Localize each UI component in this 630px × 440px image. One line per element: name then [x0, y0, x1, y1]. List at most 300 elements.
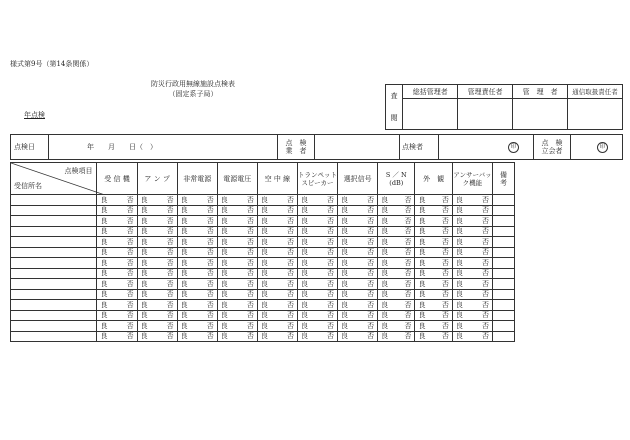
check-cell[interactable] — [297, 226, 337, 237]
good-option[interactable]: 良 — [418, 206, 426, 215]
check-cell[interactable] — [217, 279, 257, 290]
good-option[interactable]: 良 — [100, 216, 108, 225]
check-cell[interactable] — [415, 300, 452, 311]
good-option[interactable]: 良 — [260, 195, 268, 204]
check-cell[interactable] — [378, 279, 415, 290]
witness-field[interactable] — [571, 135, 623, 160]
good-option[interactable]: 良 — [300, 227, 308, 236]
good-option[interactable]: 良 — [260, 332, 268, 341]
check-cell[interactable] — [257, 258, 297, 269]
bad-option[interactable]: 否 — [166, 216, 174, 225]
bad-option[interactable]: 否 — [482, 258, 489, 267]
check-cell[interactable] — [297, 216, 337, 227]
good-option[interactable]: 良 — [180, 332, 188, 341]
check-cell[interactable] — [338, 289, 378, 300]
bad-option[interactable]: 否 — [441, 237, 449, 246]
bad-option[interactable]: 否 — [286, 321, 294, 330]
check-cell[interactable] — [217, 205, 257, 216]
check-cell[interactable] — [297, 331, 337, 342]
good-option[interactable]: 良 — [100, 248, 108, 257]
bad-option[interactable]: 否 — [441, 311, 449, 320]
bad-option[interactable]: 否 — [441, 248, 449, 257]
check-cell[interactable] — [137, 226, 177, 237]
check-cell[interactable] — [452, 226, 492, 237]
good-option[interactable]: 良 — [455, 206, 463, 215]
bad-option[interactable]: 否 — [286, 332, 294, 341]
bad-option[interactable]: 否 — [166, 279, 174, 288]
check-cell[interactable] — [217, 289, 257, 300]
good-option[interactable]: 良 — [260, 227, 268, 236]
bad-option[interactable]: 否 — [327, 227, 335, 236]
check-cell[interactable] — [452, 279, 492, 290]
bad-option[interactable]: 否 — [206, 290, 214, 299]
check-cell[interactable] — [378, 300, 415, 311]
bad-option[interactable]: 否 — [367, 300, 375, 309]
check-cell[interactable] — [217, 247, 257, 258]
check-cell[interactable] — [97, 237, 137, 248]
good-option[interactable]: 良 — [455, 248, 463, 257]
good-option[interactable]: 良 — [381, 269, 389, 278]
bad-option[interactable]: 否 — [166, 258, 174, 267]
check-cell[interactable] — [257, 321, 297, 332]
bad-option[interactable]: 否 — [166, 195, 174, 204]
approval-stamp-box[interactable] — [458, 99, 513, 130]
check-cell[interactable] — [177, 331, 217, 342]
good-option[interactable]: 良 — [140, 300, 148, 309]
remarks-cell[interactable] — [493, 205, 515, 216]
good-option[interactable]: 良 — [100, 237, 108, 246]
good-option[interactable]: 良 — [140, 279, 148, 288]
check-cell[interactable] — [378, 268, 415, 279]
bad-option[interactable]: 否 — [327, 300, 335, 309]
bad-option[interactable]: 否 — [367, 279, 375, 288]
good-option[interactable]: 良 — [300, 216, 308, 225]
check-cell[interactable] — [217, 331, 257, 342]
bad-option[interactable]: 否 — [482, 269, 489, 278]
good-option[interactable]: 良 — [100, 332, 108, 341]
bad-option[interactable]: 否 — [286, 216, 294, 225]
check-cell[interactable] — [97, 195, 137, 206]
good-option[interactable]: 良 — [220, 258, 228, 267]
check-cell[interactable] — [257, 247, 297, 258]
check-cell[interactable] — [338, 258, 378, 269]
good-option[interactable]: 良 — [220, 227, 228, 236]
check-cell[interactable] — [177, 300, 217, 311]
check-cell[interactable] — [137, 195, 177, 206]
check-cell[interactable] — [338, 321, 378, 332]
good-option[interactable]: 良 — [300, 248, 308, 257]
check-cell[interactable] — [378, 226, 415, 237]
check-cell[interactable] — [378, 310, 415, 321]
bad-option[interactable]: 否 — [327, 311, 335, 320]
check-cell[interactable] — [217, 258, 257, 269]
bad-option[interactable]: 否 — [482, 216, 489, 225]
good-option[interactable]: 良 — [341, 237, 349, 246]
bad-option[interactable]: 否 — [126, 269, 134, 278]
bad-option[interactable]: 否 — [327, 216, 335, 225]
check-cell[interactable] — [97, 279, 137, 290]
bad-option[interactable]: 否 — [367, 321, 375, 330]
bad-option[interactable]: 否 — [166, 248, 174, 257]
good-option[interactable]: 良 — [300, 237, 308, 246]
check-cell[interactable] — [338, 300, 378, 311]
good-option[interactable]: 良 — [180, 206, 188, 215]
bad-option[interactable]: 否 — [482, 300, 489, 309]
good-option[interactable]: 良 — [418, 195, 426, 204]
bad-option[interactable]: 否 — [367, 195, 375, 204]
bad-option[interactable]: 否 — [327, 269, 335, 278]
approval-stamp-box[interactable] — [403, 99, 458, 130]
good-option[interactable]: 良 — [381, 311, 389, 320]
check-cell[interactable] — [97, 310, 137, 321]
check-cell[interactable] — [378, 331, 415, 342]
good-option[interactable]: 良 — [455, 237, 463, 246]
good-option[interactable]: 良 — [300, 206, 308, 215]
bad-option[interactable]: 否 — [206, 258, 214, 267]
bad-option[interactable]: 否 — [367, 269, 375, 278]
bad-option[interactable]: 否 — [327, 237, 335, 246]
bad-option[interactable]: 否 — [286, 237, 294, 246]
check-cell[interactable] — [97, 268, 137, 279]
check-cell[interactable] — [257, 279, 297, 290]
good-option[interactable]: 良 — [341, 279, 349, 288]
remarks-cell[interactable] — [493, 216, 515, 227]
bad-option[interactable]: 否 — [482, 332, 489, 341]
bad-option[interactable]: 否 — [441, 321, 449, 330]
good-option[interactable]: 良 — [100, 206, 108, 215]
bad-option[interactable]: 否 — [441, 332, 449, 341]
remarks-cell[interactable] — [493, 300, 515, 311]
check-cell[interactable] — [177, 268, 217, 279]
check-cell[interactable] — [452, 258, 492, 269]
bad-option[interactable]: 否 — [246, 227, 254, 236]
check-cell[interactable] — [257, 237, 297, 248]
good-option[interactable]: 良 — [140, 248, 148, 257]
good-option[interactable]: 良 — [100, 300, 108, 309]
check-cell[interactable] — [452, 268, 492, 279]
bad-option[interactable]: 否 — [206, 311, 214, 320]
check-cell[interactable] — [452, 216, 492, 227]
check-cell[interactable] — [297, 195, 337, 206]
bad-option[interactable]: 否 — [126, 227, 134, 236]
good-option[interactable]: 良 — [260, 300, 268, 309]
check-cell[interactable] — [217, 321, 257, 332]
check-cell[interactable] — [452, 205, 492, 216]
check-cell[interactable] — [97, 205, 137, 216]
check-cell[interactable] — [137, 310, 177, 321]
check-cell[interactable] — [177, 195, 217, 206]
bad-option[interactable]: 否 — [206, 216, 214, 225]
check-cell[interactable] — [415, 237, 452, 248]
check-cell[interactable] — [297, 247, 337, 258]
check-cell[interactable] — [338, 331, 378, 342]
remarks-cell[interactable] — [493, 310, 515, 321]
good-option[interactable]: 良 — [418, 290, 426, 299]
bad-option[interactable]: 否 — [404, 321, 412, 330]
bad-option[interactable]: 否 — [246, 248, 254, 257]
check-cell[interactable] — [297, 300, 337, 311]
bad-option[interactable]: 否 — [246, 290, 254, 299]
remarks-cell[interactable] — [493, 321, 515, 332]
good-option[interactable]: 良 — [140, 206, 148, 215]
good-option[interactable]: 良 — [140, 237, 148, 246]
remarks-cell[interactable] — [493, 247, 515, 258]
bad-option[interactable]: 否 — [404, 332, 412, 341]
good-option[interactable]: 良 — [381, 206, 389, 215]
good-option[interactable]: 良 — [300, 300, 308, 309]
bad-option[interactable]: 否 — [246, 279, 254, 288]
good-option[interactable]: 良 — [300, 311, 308, 320]
remarks-cell[interactable] — [493, 268, 515, 279]
good-option[interactable]: 良 — [341, 248, 349, 257]
bad-option[interactable]: 否 — [482, 248, 489, 257]
bad-option[interactable]: 否 — [126, 258, 134, 267]
station-name-cell[interactable] — [11, 279, 97, 290]
check-cell[interactable] — [97, 247, 137, 258]
good-option[interactable]: 良 — [418, 300, 426, 309]
check-cell[interactable] — [177, 289, 217, 300]
bad-option[interactable]: 否 — [482, 227, 489, 236]
good-option[interactable]: 良 — [140, 216, 148, 225]
check-cell[interactable] — [415, 289, 452, 300]
check-cell[interactable] — [415, 279, 452, 290]
bad-option[interactable]: 否 — [482, 311, 489, 320]
good-option[interactable]: 良 — [418, 216, 426, 225]
check-cell[interactable] — [338, 237, 378, 248]
good-option[interactable]: 良 — [455, 269, 463, 278]
good-option[interactable]: 良 — [260, 206, 268, 215]
check-cell[interactable] — [338, 226, 378, 237]
station-name-cell[interactable] — [11, 331, 97, 342]
check-cell[interactable] — [297, 205, 337, 216]
check-cell[interactable] — [177, 205, 217, 216]
good-option[interactable]: 良 — [418, 332, 426, 341]
check-cell[interactable] — [378, 216, 415, 227]
bad-option[interactable]: 否 — [482, 279, 489, 288]
bad-option[interactable]: 否 — [126, 300, 134, 309]
remarks-cell[interactable] — [493, 289, 515, 300]
bad-option[interactable]: 否 — [286, 300, 294, 309]
bad-option[interactable]: 否 — [286, 248, 294, 257]
check-cell[interactable] — [415, 205, 452, 216]
bad-option[interactable]: 否 — [166, 290, 174, 299]
station-name-cell[interactable] — [11, 247, 97, 258]
bad-option[interactable]: 否 — [404, 237, 412, 246]
good-option[interactable]: 良 — [381, 332, 389, 341]
bad-option[interactable]: 否 — [206, 332, 214, 341]
good-option[interactable]: 良 — [341, 290, 349, 299]
bad-option[interactable]: 否 — [246, 216, 254, 225]
good-option[interactable]: 良 — [341, 227, 349, 236]
good-option[interactable]: 良 — [220, 290, 228, 299]
good-option[interactable]: 良 — [418, 237, 426, 246]
bad-option[interactable]: 否 — [286, 195, 294, 204]
check-cell[interactable] — [97, 226, 137, 237]
check-cell[interactable] — [452, 321, 492, 332]
bad-option[interactable]: 否 — [246, 311, 254, 320]
good-option[interactable]: 良 — [455, 321, 463, 330]
check-cell[interactable] — [217, 226, 257, 237]
remarks-cell[interactable] — [493, 226, 515, 237]
check-cell[interactable] — [217, 268, 257, 279]
bad-option[interactable]: 否 — [367, 206, 375, 215]
bad-option[interactable]: 否 — [441, 258, 449, 267]
check-cell[interactable] — [415, 247, 452, 258]
check-cell[interactable] — [137, 247, 177, 258]
bad-option[interactable]: 否 — [206, 248, 214, 257]
good-option[interactable]: 良 — [341, 321, 349, 330]
bad-option[interactable]: 否 — [206, 237, 214, 246]
check-cell[interactable] — [338, 279, 378, 290]
good-option[interactable]: 良 — [220, 279, 228, 288]
check-cell[interactable] — [452, 289, 492, 300]
good-option[interactable]: 良 — [381, 227, 389, 236]
check-cell[interactable] — [338, 268, 378, 279]
good-option[interactable]: 良 — [381, 216, 389, 225]
bad-option[interactable]: 否 — [482, 290, 489, 299]
check-cell[interactable] — [137, 216, 177, 227]
check-cell[interactable] — [97, 289, 137, 300]
bad-option[interactable]: 否 — [367, 332, 375, 341]
good-option[interactable]: 良 — [220, 248, 228, 257]
good-option[interactable]: 良 — [455, 195, 463, 204]
good-option[interactable]: 良 — [220, 206, 228, 215]
good-option[interactable]: 良 — [180, 279, 188, 288]
good-option[interactable]: 良 — [381, 237, 389, 246]
check-cell[interactable] — [97, 216, 137, 227]
bad-option[interactable]: 否 — [166, 227, 174, 236]
bad-option[interactable]: 否 — [404, 216, 412, 225]
check-cell[interactable] — [415, 310, 452, 321]
check-cell[interactable] — [177, 321, 217, 332]
good-option[interactable]: 良 — [341, 216, 349, 225]
station-name-cell[interactable] — [11, 268, 97, 279]
check-cell[interactable] — [97, 300, 137, 311]
good-option[interactable]: 良 — [341, 206, 349, 215]
bad-option[interactable]: 否 — [286, 206, 294, 215]
good-option[interactable]: 良 — [455, 258, 463, 267]
station-name-cell[interactable] — [11, 216, 97, 227]
bad-option[interactable]: 否 — [327, 206, 335, 215]
good-option[interactable]: 良 — [300, 279, 308, 288]
check-cell[interactable] — [257, 300, 297, 311]
station-name-cell[interactable] — [11, 195, 97, 206]
good-option[interactable]: 良 — [455, 332, 463, 341]
check-cell[interactable] — [217, 195, 257, 206]
check-cell[interactable] — [378, 195, 415, 206]
good-option[interactable]: 良 — [220, 300, 228, 309]
good-option[interactable]: 良 — [260, 290, 268, 299]
check-cell[interactable] — [177, 258, 217, 269]
good-option[interactable]: 良 — [418, 258, 426, 267]
good-option[interactable]: 良 — [260, 216, 268, 225]
bad-option[interactable]: 否 — [441, 300, 449, 309]
check-cell[interactable] — [137, 300, 177, 311]
good-option[interactable]: 良 — [300, 332, 308, 341]
bad-option[interactable]: 否 — [404, 195, 412, 204]
bad-option[interactable]: 否 — [166, 237, 174, 246]
bad-option[interactable]: 否 — [286, 258, 294, 267]
good-option[interactable]: 良 — [418, 248, 426, 257]
bad-option[interactable]: 否 — [404, 258, 412, 267]
bad-option[interactable]: 否 — [126, 321, 134, 330]
good-option[interactable]: 良 — [180, 321, 188, 330]
bad-option[interactable]: 否 — [206, 269, 214, 278]
check-cell[interactable] — [217, 310, 257, 321]
bad-option[interactable]: 否 — [367, 311, 375, 320]
good-option[interactable]: 良 — [140, 195, 148, 204]
check-cell[interactable] — [137, 279, 177, 290]
worker-field[interactable] — [315, 135, 400, 160]
bad-option[interactable]: 否 — [482, 321, 489, 330]
good-option[interactable]: 良 — [220, 216, 228, 225]
approval-stamp-box[interactable] — [568, 99, 623, 130]
good-option[interactable]: 良 — [180, 290, 188, 299]
check-cell[interactable] — [257, 205, 297, 216]
check-cell[interactable] — [452, 331, 492, 342]
good-option[interactable]: 良 — [180, 195, 188, 204]
good-option[interactable]: 良 — [180, 248, 188, 257]
check-cell[interactable] — [378, 321, 415, 332]
bad-option[interactable]: 否 — [166, 311, 174, 320]
good-option[interactable]: 良 — [300, 321, 308, 330]
check-cell[interactable] — [452, 237, 492, 248]
bad-option[interactable]: 否 — [246, 258, 254, 267]
check-cell[interactable] — [297, 268, 337, 279]
bad-option[interactable]: 否 — [404, 300, 412, 309]
bad-option[interactable]: 否 — [367, 237, 375, 246]
good-option[interactable]: 良 — [381, 258, 389, 267]
good-option[interactable]: 良 — [260, 248, 268, 257]
check-cell[interactable] — [415, 226, 452, 237]
good-option[interactable]: 良 — [381, 300, 389, 309]
good-option[interactable]: 良 — [180, 216, 188, 225]
good-option[interactable]: 良 — [455, 279, 463, 288]
check-cell[interactable] — [217, 216, 257, 227]
bad-option[interactable]: 否 — [126, 206, 134, 215]
bad-option[interactable]: 否 — [166, 321, 174, 330]
good-option[interactable]: 良 — [140, 258, 148, 267]
bad-option[interactable]: 否 — [286, 279, 294, 288]
good-option[interactable]: 良 — [300, 269, 308, 278]
good-option[interactable]: 良 — [220, 237, 228, 246]
good-option[interactable]: 良 — [341, 269, 349, 278]
good-option[interactable]: 良 — [260, 311, 268, 320]
good-option[interactable]: 良 — [220, 332, 228, 341]
bad-option[interactable]: 否 — [404, 279, 412, 288]
bad-option[interactable]: 否 — [482, 206, 489, 215]
good-option[interactable]: 良 — [300, 258, 308, 267]
check-cell[interactable] — [257, 310, 297, 321]
check-cell[interactable] — [137, 258, 177, 269]
good-option[interactable]: 良 — [100, 269, 108, 278]
good-option[interactable]: 良 — [381, 290, 389, 299]
check-cell[interactable] — [338, 195, 378, 206]
check-cell[interactable] — [415, 321, 452, 332]
check-cell[interactable] — [257, 268, 297, 279]
check-cell[interactable] — [378, 205, 415, 216]
check-cell[interactable] — [97, 258, 137, 269]
good-option[interactable]: 良 — [140, 332, 148, 341]
bad-option[interactable]: 否 — [404, 248, 412, 257]
good-option[interactable]: 良 — [100, 311, 108, 320]
bad-option[interactable]: 否 — [166, 206, 174, 215]
bad-option[interactable]: 否 — [327, 258, 335, 267]
good-option[interactable]: 良 — [140, 269, 148, 278]
check-cell[interactable] — [415, 258, 452, 269]
good-option[interactable]: 良 — [220, 269, 228, 278]
check-cell[interactable] — [338, 310, 378, 321]
